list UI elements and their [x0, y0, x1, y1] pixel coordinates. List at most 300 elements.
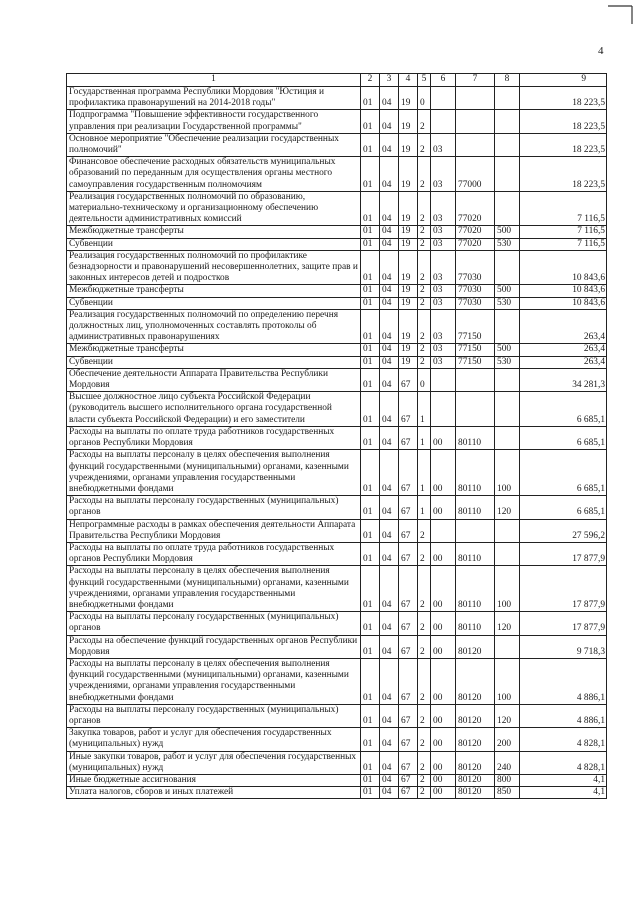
row-name: Расходы на выплаты по оплате труда работников государственных органов Республики Мордовия: [67, 542, 361, 565]
program-code: 19: [399, 250, 418, 285]
table-row: [67, 356, 607, 368]
amount: 263,4: [520, 356, 607, 368]
subprogram-code: 2: [418, 356, 431, 368]
direction-code: 77030: [456, 250, 495, 285]
subprogram-code: 0: [418, 87, 431, 110]
subsection-code: 04: [380, 157, 399, 192]
event-code: [431, 87, 456, 110]
subprogram-code: 2: [418, 238, 431, 250]
direction-code: 80120: [456, 728, 495, 751]
section-code: 01: [361, 658, 380, 704]
expense-type-code: 200: [495, 728, 520, 751]
section-code: 01: [361, 612, 380, 635]
amount: 17 877,9: [520, 542, 607, 565]
subprogram-code: 2: [418, 787, 431, 799]
expense-type-code: [495, 133, 520, 156]
header-row: [67, 74, 607, 87]
section-code: 01: [361, 728, 380, 751]
program-code: 19: [399, 157, 418, 192]
row-name: Расходы на выплаты по оплате труда работников государственных органов Республики Мордовия: [67, 426, 361, 449]
subsection-code: 04: [380, 309, 399, 344]
program-code: 67: [399, 496, 418, 519]
subprogram-code: 1: [418, 496, 431, 519]
amount: 7 116,5: [520, 191, 607, 226]
amount: 6 685,1: [520, 392, 607, 427]
direction-code: 80110: [456, 426, 495, 449]
program-code: 19: [399, 285, 418, 297]
event-code: 00: [431, 496, 456, 519]
subprogram-code: 2: [418, 658, 431, 704]
section-code: 01: [361, 157, 380, 192]
budget-table: [66, 73, 607, 799]
row-name: Подпрограмма "Повышение эффективности государственного управления при реализации Государственной программы": [67, 110, 361, 133]
amount: 18 223,5: [520, 110, 607, 133]
expense-type-code: 100: [495, 566, 520, 612]
subprogram-code: 2: [418, 542, 431, 565]
event-code: 00: [431, 658, 456, 704]
row-name: Межбюджетные трансферты: [67, 344, 361, 356]
direction-code: [456, 519, 495, 542]
subprogram-code: 1: [418, 426, 431, 449]
direction-code: 80110: [456, 496, 495, 519]
event-code: 00: [431, 728, 456, 751]
subsection-code: 04: [380, 356, 399, 368]
expense-type-code: [495, 635, 520, 658]
event-code: 00: [431, 787, 456, 799]
table-row: [67, 191, 607, 226]
section-code: 01: [361, 566, 380, 612]
row-name: Закупка товаров, работ и услуг для обеспечения государственных (муниципальных) нужд: [67, 728, 361, 751]
amount: 6 685,1: [520, 426, 607, 449]
event-code: 03: [431, 285, 456, 297]
expense-type-code: 500: [495, 344, 520, 356]
row-name: Расходы на выплаты персоналу в целях обеспечения выполнения функций государственными (муниципальными) органами, казенными учреждениями, органами управления государственными внебюджетными фондами: [67, 566, 361, 612]
subsection-code: 04: [380, 635, 399, 658]
amount: 10 843,6: [520, 297, 607, 309]
event-code: 00: [431, 774, 456, 786]
col-header: 7: [456, 74, 495, 87]
event-code: [431, 519, 456, 542]
event-code: 00: [431, 542, 456, 565]
amount: 10 843,6: [520, 285, 607, 297]
section-code: 01: [361, 426, 380, 449]
expense-type-code: 100: [495, 450, 520, 496]
amount: 4,1: [520, 774, 607, 786]
table-row: [67, 635, 607, 658]
table-row: [67, 87, 607, 110]
event-code: 00: [431, 566, 456, 612]
section-code: 01: [361, 297, 380, 309]
subprogram-code: 2: [418, 344, 431, 356]
section-code: 01: [361, 285, 380, 297]
direction-code: 80120: [456, 774, 495, 786]
subprogram-code: 2: [418, 110, 431, 133]
subprogram-code: 2: [418, 191, 431, 226]
subprogram-code: 2: [418, 250, 431, 285]
section-code: 01: [361, 496, 380, 519]
subprogram-code: 2: [418, 635, 431, 658]
row-name: Расходы на обеспечение функций государственных органов Республики Мордовия: [67, 635, 361, 658]
event-code: 03: [431, 309, 456, 344]
subsection-code: 04: [380, 704, 399, 727]
event-code: 03: [431, 226, 456, 238]
table-row: [67, 751, 607, 774]
program-code: 67: [399, 542, 418, 565]
row-name: Межбюджетные трансферты: [67, 226, 361, 238]
event-code: 03: [431, 344, 456, 356]
section-code: 01: [361, 110, 380, 133]
program-code: 67: [399, 728, 418, 751]
subsection-code: 04: [380, 392, 399, 427]
subprogram-code: 2: [418, 297, 431, 309]
col-header: 1: [67, 74, 361, 87]
amount: 6 685,1: [520, 496, 607, 519]
subprogram-code: 2: [418, 774, 431, 786]
direction-code: 80120: [456, 751, 495, 774]
subsection-code: 04: [380, 110, 399, 133]
col-header: 4: [399, 74, 418, 87]
amount: 4 886,1: [520, 658, 607, 704]
program-code: 19: [399, 110, 418, 133]
subprogram-code: 2: [418, 566, 431, 612]
subsection-code: 04: [380, 774, 399, 786]
row-name: Обеспечение деятельности Аппарата Правительства Республики Мордовия: [67, 368, 361, 391]
direction-code: [456, 133, 495, 156]
row-name: Реализация государственных полномочий по определению перечня должностных лиц, уполномоченных составлять протоколы об административных правонарушениях: [67, 309, 361, 344]
section-code: 01: [361, 787, 380, 799]
subprogram-code: 2: [418, 519, 431, 542]
subprogram-code: 2: [418, 751, 431, 774]
table-row: [67, 728, 607, 751]
section-code: 01: [361, 87, 380, 110]
subprogram-code: 2: [418, 704, 431, 727]
program-code: 67: [399, 787, 418, 799]
program-code: 67: [399, 704, 418, 727]
direction-code: 77020: [456, 191, 495, 226]
subsection-code: 04: [380, 368, 399, 391]
direction-code: 77150: [456, 309, 495, 344]
expense-type-code: [495, 87, 520, 110]
event-code: 00: [431, 704, 456, 727]
amount: 17 877,9: [520, 612, 607, 635]
row-name: Уплата налогов, сборов и иных платежей: [67, 787, 361, 799]
page-number: 4: [598, 45, 604, 57]
event-code: 00: [431, 612, 456, 635]
table-row: [67, 542, 607, 565]
subsection-code: 04: [380, 566, 399, 612]
table-row: [67, 774, 607, 786]
subsection-code: 04: [380, 787, 399, 799]
expense-type-code: [495, 250, 520, 285]
expense-type-code: [495, 392, 520, 427]
table-row: [67, 392, 607, 427]
section-code: 01: [361, 356, 380, 368]
table-row: [67, 344, 607, 356]
row-name: Расходы на выплаты персоналу в целях обеспечения выполнения функций государственными (муниципальными) органами, казенными учреждениями, органами управления государственными внебюджетными фондами: [67, 658, 361, 704]
subprogram-code: 2: [418, 285, 431, 297]
subsection-code: 04: [380, 191, 399, 226]
row-name: Высшее должностное лицо субъекта Российской Федерации (руководитель высшего исполнительного органа государственной власти субъекта Российской Федерации) и его заместители: [67, 392, 361, 427]
direction-code: 77000: [456, 157, 495, 192]
corner-mark-icon: [606, 0, 636, 26]
expense-type-code: 530: [495, 238, 520, 250]
amount: 263,4: [520, 309, 607, 344]
col-header: 3: [380, 74, 399, 87]
subsection-code: 04: [380, 87, 399, 110]
row-name: Реализация государственных полномочий по образованию, материально-техническому и организационному обеспечению деятельности административных комиссий: [67, 191, 361, 226]
section-code: 01: [361, 392, 380, 427]
program-code: 67: [399, 426, 418, 449]
amount: 4,1: [520, 787, 607, 799]
subsection-code: 04: [380, 450, 399, 496]
direction-code: 80110: [456, 566, 495, 612]
section-code: 01: [361, 133, 380, 156]
section-code: 01: [361, 238, 380, 250]
program-code: 19: [399, 356, 418, 368]
direction-code: 80120: [456, 787, 495, 799]
direction-code: 80120: [456, 635, 495, 658]
row-name: Расходы на выплаты персоналу в целях обеспечения выполнения функций государственными (муниципальными) органами, казенными учреждениями, органами управления государственными внебюджетными фондами: [67, 450, 361, 496]
expense-type-code: 530: [495, 297, 520, 309]
section-code: 01: [361, 226, 380, 238]
row-name: Непрограммные расходы в рамках обеспечения деятельности Аппарата Правительства Республики Мордовия: [67, 519, 361, 542]
section-code: 01: [361, 751, 380, 774]
expense-type-code: [495, 191, 520, 226]
amount: 17 877,9: [520, 566, 607, 612]
expense-type-code: 120: [495, 612, 520, 635]
section-code: 01: [361, 344, 380, 356]
amount: 4 828,1: [520, 728, 607, 751]
col-header: 2: [361, 74, 380, 87]
col-header: 6: [431, 74, 456, 87]
direction-code: [456, 87, 495, 110]
amount: 7 116,5: [520, 238, 607, 250]
event-code: 03: [431, 157, 456, 192]
row-name: Основное мероприятие "Обеспечение реализации государственных полномочий": [67, 133, 361, 156]
row-name: Иные бюджетные ассигнования: [67, 774, 361, 786]
event-code: 03: [431, 356, 456, 368]
program-code: 67: [399, 392, 418, 427]
direction-code: 77150: [456, 356, 495, 368]
event-code: 00: [431, 450, 456, 496]
program-code: 67: [399, 450, 418, 496]
section-code: 01: [361, 368, 380, 391]
table-row: [67, 496, 607, 519]
event-code: 00: [431, 426, 456, 449]
expense-type-code: [495, 542, 520, 565]
row-name: Субвенции: [67, 356, 361, 368]
expense-type-code: 500: [495, 226, 520, 238]
subprogram-code: 0: [418, 368, 431, 391]
subprogram-code: 2: [418, 728, 431, 751]
subprogram-code: 2: [418, 157, 431, 192]
direction-code: 77150: [456, 344, 495, 356]
section-code: 01: [361, 635, 380, 658]
section-code: 01: [361, 704, 380, 727]
subsection-code: 04: [380, 519, 399, 542]
col-header: 8: [495, 74, 520, 87]
subsection-code: 04: [380, 728, 399, 751]
amount: 18 223,5: [520, 87, 607, 110]
subsection-code: 04: [380, 226, 399, 238]
row-name: Расходы на выплаты персоналу государственных (муниципальных) органов: [67, 704, 361, 727]
row-name: Финансовое обеспечение расходных обязательств муниципальных образований по переданным для осуществления органы местного самоуправления государственным полномочиям: [67, 157, 361, 192]
program-code: 67: [399, 774, 418, 786]
event-code: 03: [431, 133, 456, 156]
program-code: 19: [399, 309, 418, 344]
direction-code: 80110: [456, 612, 495, 635]
direction-code: 80120: [456, 658, 495, 704]
section-code: 01: [361, 191, 380, 226]
amount: 9 718,3: [520, 635, 607, 658]
program-code: 19: [399, 133, 418, 156]
subsection-code: 04: [380, 297, 399, 309]
expense-type-code: 800: [495, 774, 520, 786]
program-code: 67: [399, 519, 418, 542]
subprogram-code: 2: [418, 133, 431, 156]
subsection-code: 04: [380, 238, 399, 250]
table-row: [67, 157, 607, 192]
expense-type-code: [495, 368, 520, 391]
subsection-code: 04: [380, 133, 399, 156]
expense-type-code: 530: [495, 356, 520, 368]
row-name: Иные закупки товаров, работ и услуг для обеспечения государственных (муниципальных) нужд: [67, 751, 361, 774]
expense-type-code: [495, 519, 520, 542]
table-row: [67, 238, 607, 250]
direction-code: 77030: [456, 285, 495, 297]
amount: 263,4: [520, 344, 607, 356]
expense-type-code: [495, 157, 520, 192]
row-name: Межбюджетные трансферты: [67, 285, 361, 297]
table-row: [67, 368, 607, 391]
subprogram-code: 2: [418, 226, 431, 238]
table-row: [67, 426, 607, 449]
direction-code: 77020: [456, 226, 495, 238]
section-code: 01: [361, 542, 380, 565]
direction-code: 80110: [456, 450, 495, 496]
program-code: 19: [399, 87, 418, 110]
amount: 6 685,1: [520, 450, 607, 496]
table-row: [67, 787, 607, 799]
table-row: [67, 309, 607, 344]
event-code: [431, 392, 456, 427]
section-code: 01: [361, 450, 380, 496]
subprogram-code: 2: [418, 612, 431, 635]
expense-type-code: 120: [495, 496, 520, 519]
table-row: [67, 519, 607, 542]
amount: 4 828,1: [520, 751, 607, 774]
table-body: [67, 87, 607, 799]
amount: 4 886,1: [520, 704, 607, 727]
col-header: 9: [520, 74, 607, 87]
event-code: 03: [431, 238, 456, 250]
amount: 34 281,3: [520, 368, 607, 391]
program-code: 67: [399, 368, 418, 391]
table-row: [67, 297, 607, 309]
direction-code: 77020: [456, 238, 495, 250]
table-row: [67, 612, 607, 635]
row-name: Расходы на выплаты персоналу государственных (муниципальных) органов: [67, 496, 361, 519]
row-name: Расходы на выплаты персоналу государственных (муниципальных) органов: [67, 612, 361, 635]
table-row: [67, 226, 607, 238]
program-code: 67: [399, 635, 418, 658]
table-row: [67, 566, 607, 612]
program-code: 19: [399, 226, 418, 238]
subsection-code: 04: [380, 542, 399, 565]
row-name: Субвенции: [67, 297, 361, 309]
direction-code: [456, 368, 495, 391]
section-code: 01: [361, 309, 380, 344]
row-name: Субвенции: [67, 238, 361, 250]
event-code: [431, 110, 456, 133]
table-row: [67, 704, 607, 727]
program-code: 19: [399, 297, 418, 309]
subsection-code: 04: [380, 612, 399, 635]
expense-type-code: 100: [495, 658, 520, 704]
amount: 27 596,2: [520, 519, 607, 542]
subprogram-code: 1: [418, 392, 431, 427]
program-code: 67: [399, 612, 418, 635]
expense-type-code: [495, 426, 520, 449]
section-code: 01: [361, 250, 380, 285]
section-code: 01: [361, 774, 380, 786]
direction-code: 80120: [456, 704, 495, 727]
amount: 10 843,6: [520, 250, 607, 285]
event-code: 03: [431, 297, 456, 309]
program-code: 67: [399, 751, 418, 774]
section-code: 01: [361, 519, 380, 542]
amount: 18 223,5: [520, 157, 607, 192]
program-code: 19: [399, 344, 418, 356]
amount: 7 116,5: [520, 226, 607, 238]
subsection-code: 04: [380, 344, 399, 356]
event-code: [431, 368, 456, 391]
program-code: 67: [399, 658, 418, 704]
program-code: 19: [399, 238, 418, 250]
direction-code: [456, 110, 495, 133]
direction-code: [456, 392, 495, 427]
direction-code: 80110: [456, 542, 495, 565]
subprogram-code: 2: [418, 309, 431, 344]
expense-type-code: 120: [495, 704, 520, 727]
event-code: 03: [431, 250, 456, 285]
table-row: [67, 110, 607, 133]
amount: 18 223,5: [520, 133, 607, 156]
expense-type-code: 850: [495, 787, 520, 799]
subsection-code: 04: [380, 658, 399, 704]
table-row: [67, 133, 607, 156]
table-row: [67, 450, 607, 496]
subsection-code: 04: [380, 250, 399, 285]
direction-code: 77030: [456, 297, 495, 309]
program-code: 19: [399, 191, 418, 226]
program-code: 67: [399, 566, 418, 612]
event-code: 00: [431, 751, 456, 774]
expense-type-code: [495, 309, 520, 344]
expense-type-code: 500: [495, 285, 520, 297]
event-code: 00: [431, 635, 456, 658]
table-row: [67, 250, 607, 285]
expense-type-code: [495, 110, 520, 133]
event-code: 03: [431, 191, 456, 226]
table-row: [67, 285, 607, 297]
expense-type-code: 240: [495, 751, 520, 774]
table-row: [67, 658, 607, 704]
subsection-code: 04: [380, 426, 399, 449]
subsection-code: 04: [380, 285, 399, 297]
subsection-code: 04: [380, 496, 399, 519]
subprogram-code: 1: [418, 450, 431, 496]
